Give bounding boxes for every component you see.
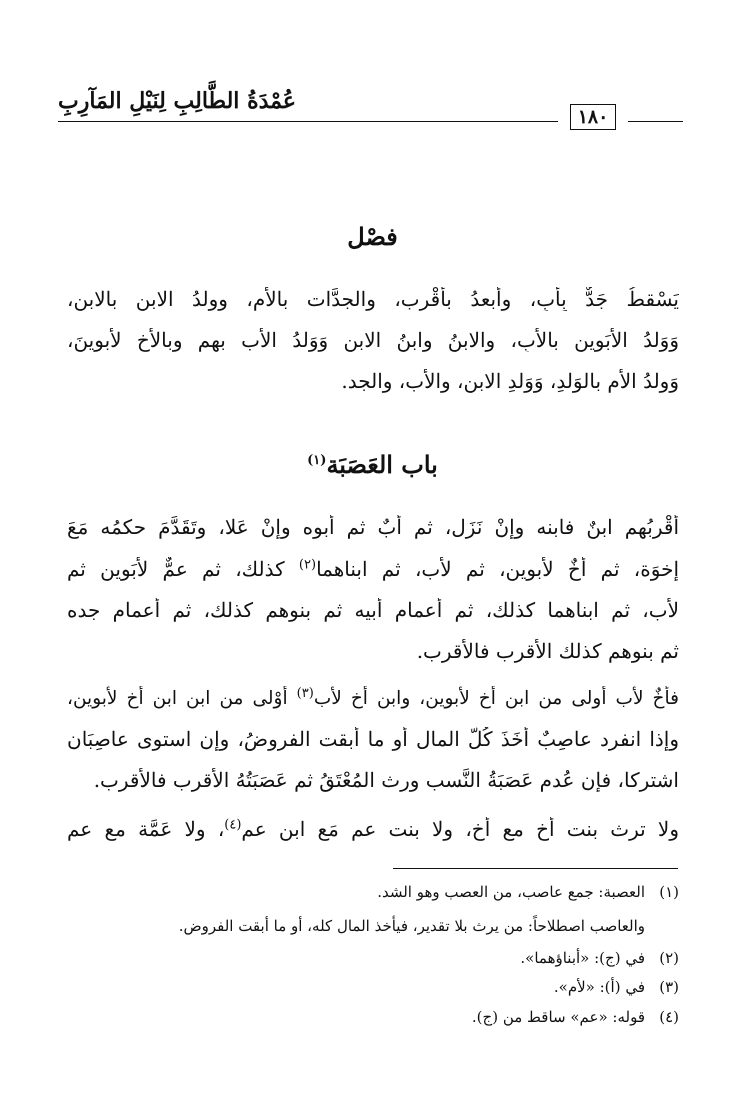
running-title: عُمْدَةُ الطَّالِبِ لِنَيْلِ المَآرِبِ <box>58 88 296 114</box>
footnote <box>67 883 679 901</box>
footnote-number: (١) <box>659 883 679 901</box>
section-line: وَوَلدُ الأَبَوينِ بالأَبِ، والابنُ وابنُ الابنِ وَوَلدُ الأَب بهم وبالأَخِ لأَبوينَ، <box>67 328 679 352</box>
footnote <box>67 917 679 935</box>
footnote-ref: (٢) <box>298 557 317 573</box>
paragraph-line: أَقْربُهم ابنٌ فابنه وإنْ نَزَل، ثم أَبٌ ثم أبوه وإنْ عَلا، وتَقَدَّمَ حكمُه مَعَ <box>67 515 679 539</box>
line-text: كذلك، ثم عمٌّ لأَبَوين ثم <box>67 557 299 581</box>
header-rule-short <box>628 121 683 122</box>
footnote-text: والعاصب اصطلاحاً: من يرث بلا تقدير، فيأخذ المال كله، أو ما أبقت الفروض. <box>178 917 645 935</box>
section-heading: فصْل <box>347 222 398 251</box>
footnote-ref: (٤) <box>224 817 242 833</box>
footnote-rule <box>393 868 678 869</box>
paragraph-line: وإذا انفرد عاصِبٌ أَخَذَ كُلَّ المال أو ما أبقت الفروضُ، وإن استوى عاصِبَان <box>67 727 679 751</box>
paragraph-line: اشتركا، فإن عُدم عَصَبَةُ النَّسب ورث المُعْتَقُ ثم عَصَبَتُهُ الأقرب فالأَقرب. <box>93 768 679 792</box>
chapter-heading-text: باب العَصَبَة <box>326 450 438 479</box>
footnote <box>67 1008 679 1026</box>
line-text: ولا ترث بنت أخ مع أخ، ولا بنت عم مَع ابن عم <box>241 817 679 841</box>
section-line: وَولدُ الأُم بالوَلدِ، وَوَلدِ الابن، والأَب، والجد. <box>341 369 679 393</box>
page-number: ١٨٠ <box>570 104 616 130</box>
footnote-number: (٤) <box>659 1008 679 1026</box>
footnote-number: (٢) <box>659 949 679 967</box>
paragraph-line <box>67 557 679 581</box>
paragraph-line <box>67 817 679 841</box>
header-rule-long <box>58 121 558 122</box>
line-text: ، ولا عَمَّة مع عم <box>67 817 225 841</box>
footnote-ref: (١) <box>307 453 327 468</box>
paragraph-line: لأَب، ثم ابناهما كذلك، ثم أعمام أَبيه ثم بنوهم كذلك، ثم أعمام جده <box>67 598 679 622</box>
paragraph-line <box>67 686 679 709</box>
section-line: يَسْقطُ جَدٌّ بِأَبٍ، وأَبعدُ بأَقْرب، والجدَّات بالأُم، وولدُ الابنِ بالابنِ، <box>67 287 679 311</box>
line-text: إخوَة، ثم أَخٌ لأَبوين، ثم لأَب، ثم ابناهما <box>316 557 679 581</box>
footnote-text: قوله: «عم» ساقط من (ج). <box>471 1008 645 1026</box>
footnote-text: في (أ): «لأم». <box>553 978 645 996</box>
footnote-text: في (ج): «أبناؤهما». <box>520 949 645 967</box>
footnote <box>67 978 679 996</box>
line-text: فأَخٌ لأَب أَولى من ابن أَخ لأَبوين، وابن أخ لأَب <box>313 688 679 710</box>
footnote <box>67 949 679 967</box>
footnote-number: (٣) <box>659 978 679 996</box>
paragraph-line: ثم بنوهم كذلك الأقرب فالأَقرب. <box>416 639 679 663</box>
footnote-ref: (٣) <box>296 686 314 701</box>
footnote-text: العصبة: جمع عاصب، من العصب وهو الشد. <box>377 883 645 901</box>
chapter-heading <box>0 450 745 479</box>
running-header <box>58 88 683 134</box>
line-text: أَوْلى من ابن ابن أَخ لأَبوين، <box>67 688 297 710</box>
